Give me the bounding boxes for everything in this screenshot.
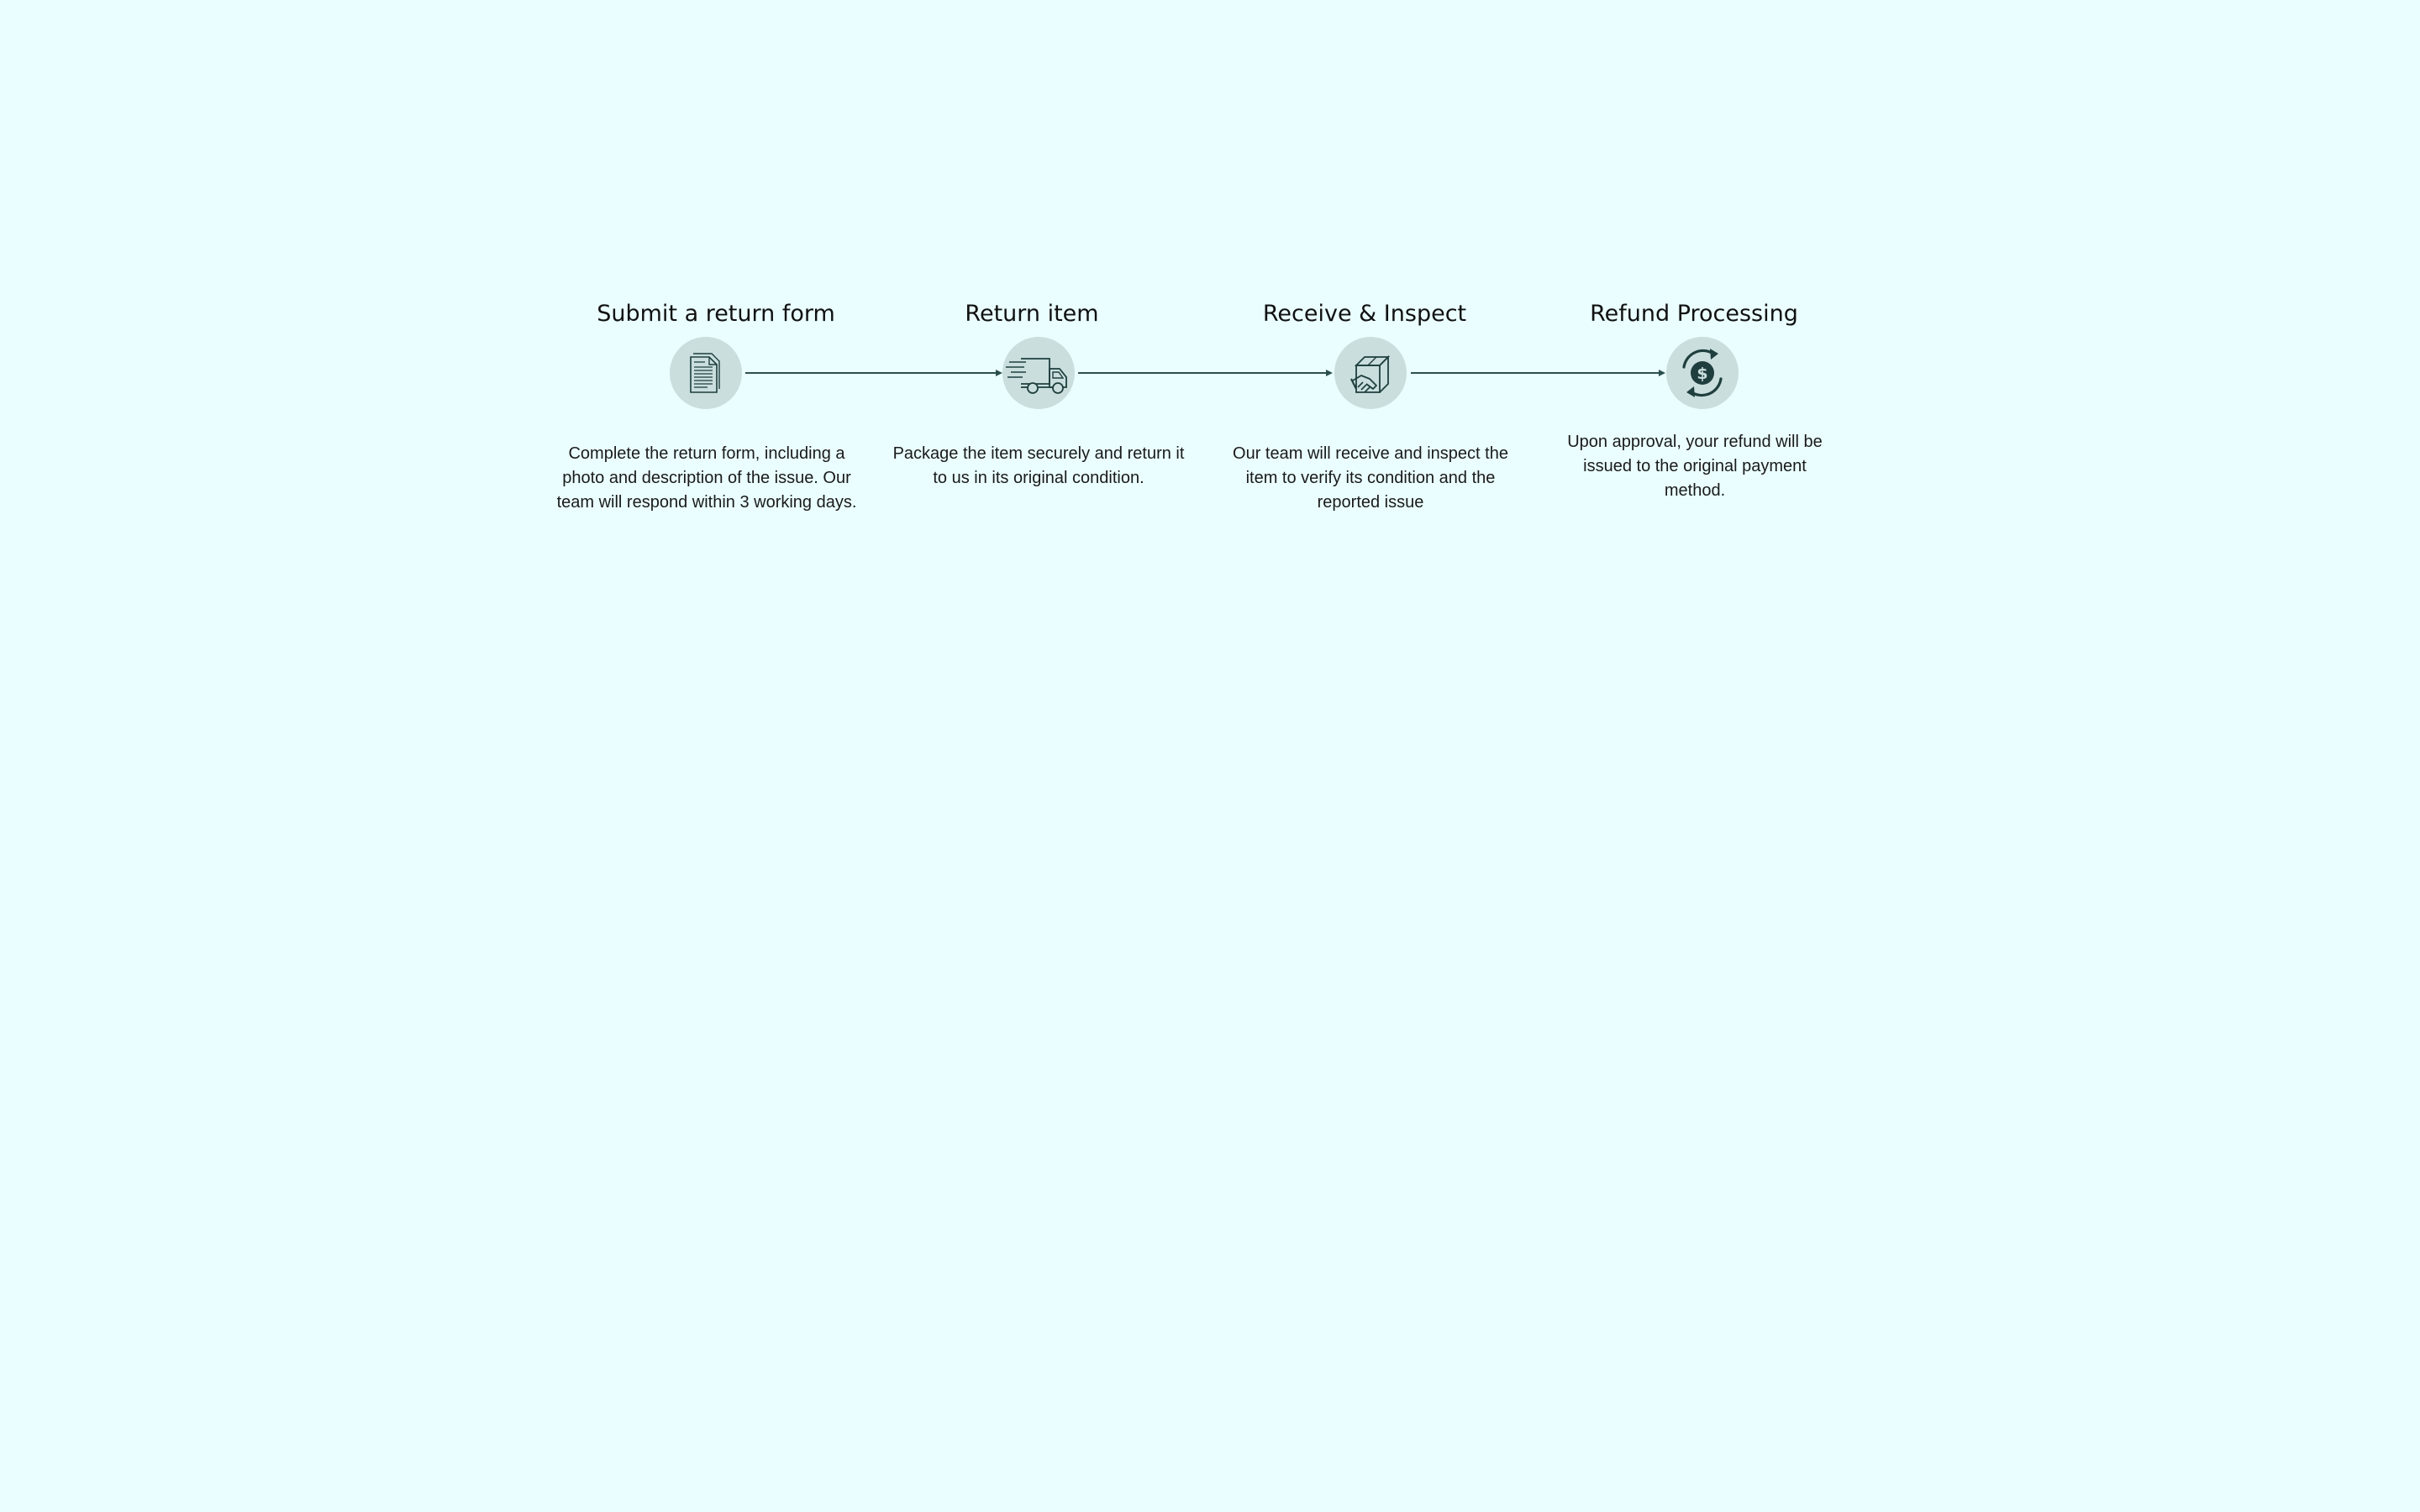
step-3-title: Receive & Inspect bbox=[1262, 301, 1467, 327]
box-handshake-icon bbox=[1334, 337, 1407, 409]
step-3-description: Our team will receive and inspect the item to verify its condition and the reported issue bbox=[1233, 444, 1508, 512]
step-4-description: Upon approval, your refund will be issued to the original payment method. bbox=[1567, 433, 1823, 500]
refund-dollar-icon bbox=[1666, 337, 1739, 409]
step-3-icon-circle bbox=[1334, 337, 1407, 409]
step-1-description: Complete the return form, including a photo and description of the issue. Our team will respond within 3 working days. bbox=[556, 444, 857, 512]
step-2-title: Return item bbox=[965, 301, 1099, 327]
step-2-icon-circle bbox=[1002, 337, 1075, 409]
document-icon bbox=[670, 337, 742, 409]
step-4-icon-circle bbox=[1666, 337, 1739, 409]
connector-arrow-3 bbox=[1411, 366, 1665, 380]
delivery-truck-icon bbox=[1002, 337, 1075, 409]
step-4-title: Refund Processing bbox=[1590, 301, 1798, 327]
connector-arrow-2 bbox=[1078, 366, 1333, 380]
step-1-icon-circle bbox=[670, 337, 742, 409]
step-1-title: Submit a return form bbox=[597, 301, 835, 327]
step-2-description: Package the item securely and return it to us in its original condition. bbox=[892, 444, 1185, 487]
svg-text:$: $ bbox=[1697, 365, 1708, 383]
connector-arrow-1 bbox=[745, 366, 1002, 380]
